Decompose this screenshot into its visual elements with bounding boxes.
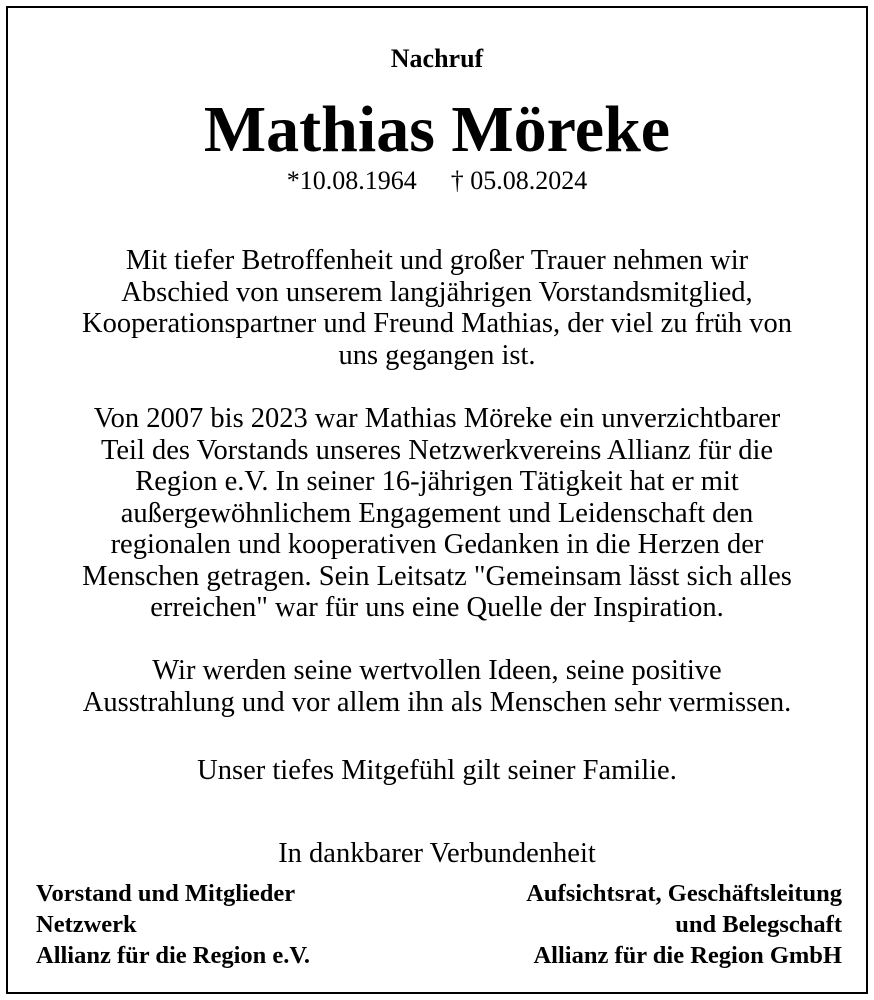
text-line: Unser tiefes Mitgefühl gilt seiner Familie. [197,755,677,786]
death-date: † 05.08.2024 [450,166,588,195]
text-line: erreichen" war für uns eine Quelle der Inspiration. [150,592,724,623]
signature-line: Allianz für die Region e.V. [36,942,311,969]
text-line: außergewöhnlichem Engagement und Leidenschaft den [120,497,754,529]
text-line: Mit tiefer Betroffenheit und großer Trauer nehmen wir [125,245,749,276]
text-line: Menschen getragen. Sein Leitsatz "Gemeinsam lässt sich alles [82,560,792,592]
signature-left [36,878,310,971]
text-line: Kooperationspartner und Freund Mathias, der viel zu früh von [82,308,792,339]
text-line: Teil des Vorstands unseres Netzwerkvereins Allianz für die [100,434,774,466]
text-line: regionalen und kooperativen Gedanken in die Herzen der [110,529,764,560]
deceased-name: Mathias Möreke [203,93,671,166]
signature-line: Vorstand und Mitglieder [36,880,296,907]
signature-right [526,878,842,971]
notice-heading: Nachruf [390,44,484,73]
text-line: Region e.V. In seiner 16-jährigen Tätigkeit hat er mit [135,466,739,497]
signature-line: und Belegschaft [675,911,842,938]
birth-date: *10.08.1964 [286,166,417,195]
text-line: uns gegangen ist. [338,339,536,371]
life-dates [0,166,874,196]
paragraph-memory [0,655,874,718]
signature-line: Allianz für die Region GmbH [533,942,842,969]
text-line: Von 2007 bis 2023 war Mathias Möreke ein unverzichtbarer [93,403,781,434]
text-line: Abschied von unserem langjährigen Vorstandsmitglied, [121,276,753,308]
signature-line: Netzwerk [36,911,137,938]
paragraph-condolence [0,245,874,371]
text-line: Wir werden seine wertvollen Ideen, seine positive [152,655,722,686]
paragraph-sympathy [0,755,874,787]
closing-phrase: In dankbarer Verbundenheit [278,838,596,869]
signature-line: Aufsichtsrat, Geschäftsleitung [526,880,842,907]
text-line: Ausstrahlung und vor allem ihn als Menschen sehr vermissen. [82,686,792,718]
paragraph-biography [0,403,874,624]
